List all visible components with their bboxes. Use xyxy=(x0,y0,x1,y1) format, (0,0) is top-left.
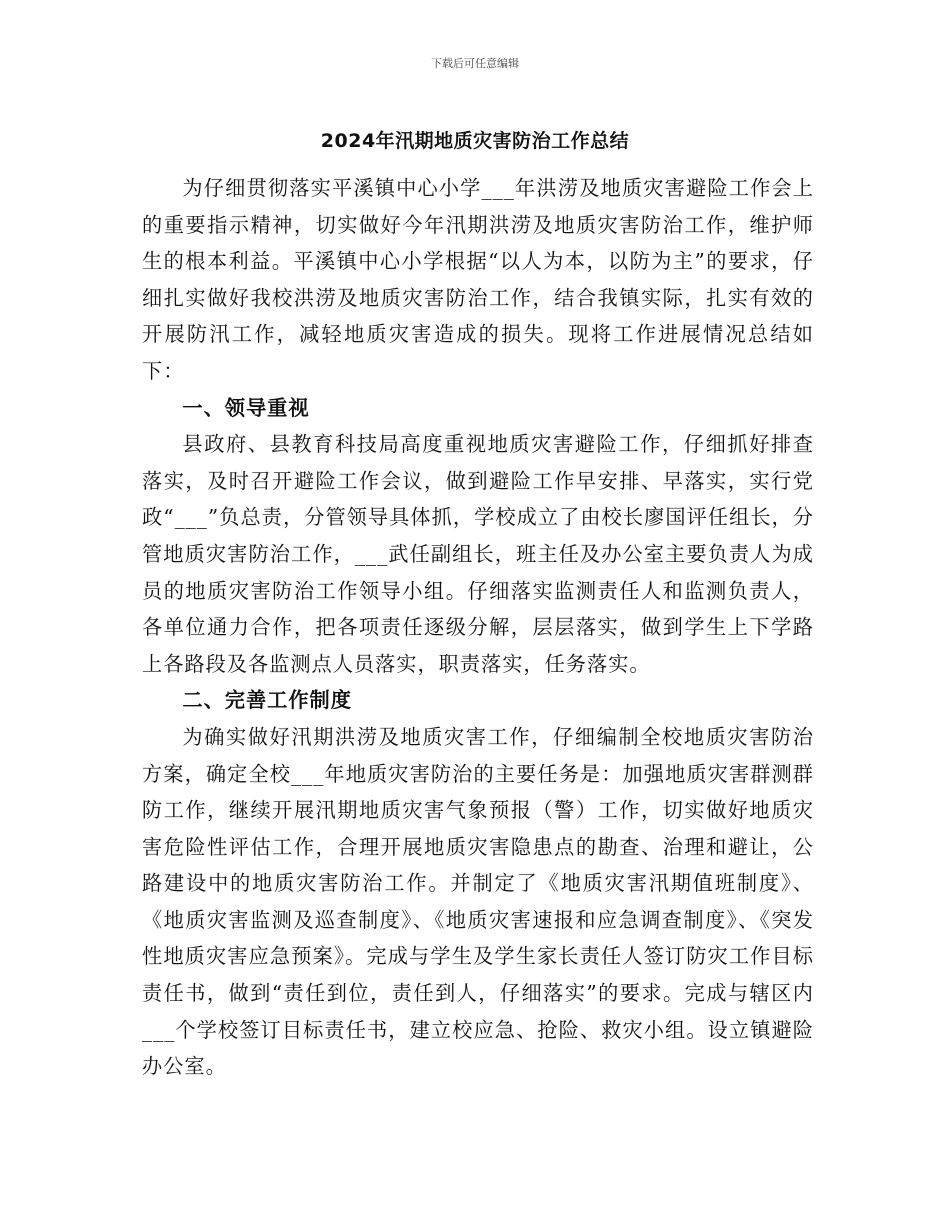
intro-paragraph: 为仔细贯彻落实平溪镇中心小学___年洪涝及地质灾害避险工作会上的重要指示精神，切实做好今年汛期洪涝及地质灾害防治工作，维护师生的根本利益。平溪镇中心小学根据“以人为本，以防为主”的要求，仔细扎实做好我校洪涝及地质灾害防治工作，结合我镇实际，扎实有效的开展防汛工作，减轻地质灾害造成的损失。现将工作进展情况总结如下： xyxy=(142,176,814,383)
section-paragraph-work-system: 为确实做好汛期洪涝及地质灾害工作，仔细编制全校地质灾害防治方案，确定全校___年地质灾害防治的主要任务是：加强地质灾害群测群防工作，继续开展汛期地质灾害气象预报（警）工作，切实做好地质灾害危险性评估工作，合理开展地质灾害隐患点的勘查、治理和避让，公路建设中的地质灾害防治工作。并制定了《地质灾害汛期值班制度》、《地质灾害监测及巡查制度》、《地质灾害速报和应急调查制度》、《突发性地质灾害应急预案》。完成与学生及学生家长责任人签订防灾工作目标责任书，做到“责任到位，责任到人，仔细落实”的要求。完成与辖区内___个学校签订目标责任书，建立校应急、抢险、救灾小组。设立镇避险办公室。 xyxy=(142,724,814,1079)
section-paragraph-leadership: 县政府、县教育科技局高度重视地质灾害避险工作，仔细抓好排查落实，及时召开避险工作会议，做到避险工作早安排、早落实，实行党政“___”负总责，分管领导具体抓，学校成立了由校长廖国评任组长，分管地质灾害防治工作，___武任副组长，班主任及办公室主要负责人为成员的地质灾害防治工作领导小组。仔细落实监测责任人和监测负责人，各单位通力合作，把各项责任逐级分解，层层落实，做到学生上下学路上各路段及各监测点人员落实，职责落实，任务落实。 xyxy=(142,432,814,676)
document-body xyxy=(142,170,814,1085)
document-title: 2024年汛期地质灾害防治工作总结 xyxy=(320,130,630,152)
section-heading-leadership: 一、领导重视 xyxy=(182,395,310,420)
section-heading-work-system: 二、完善工作制度 xyxy=(182,688,352,713)
page-header-note: 下载后可任意编辑 xyxy=(431,57,519,70)
